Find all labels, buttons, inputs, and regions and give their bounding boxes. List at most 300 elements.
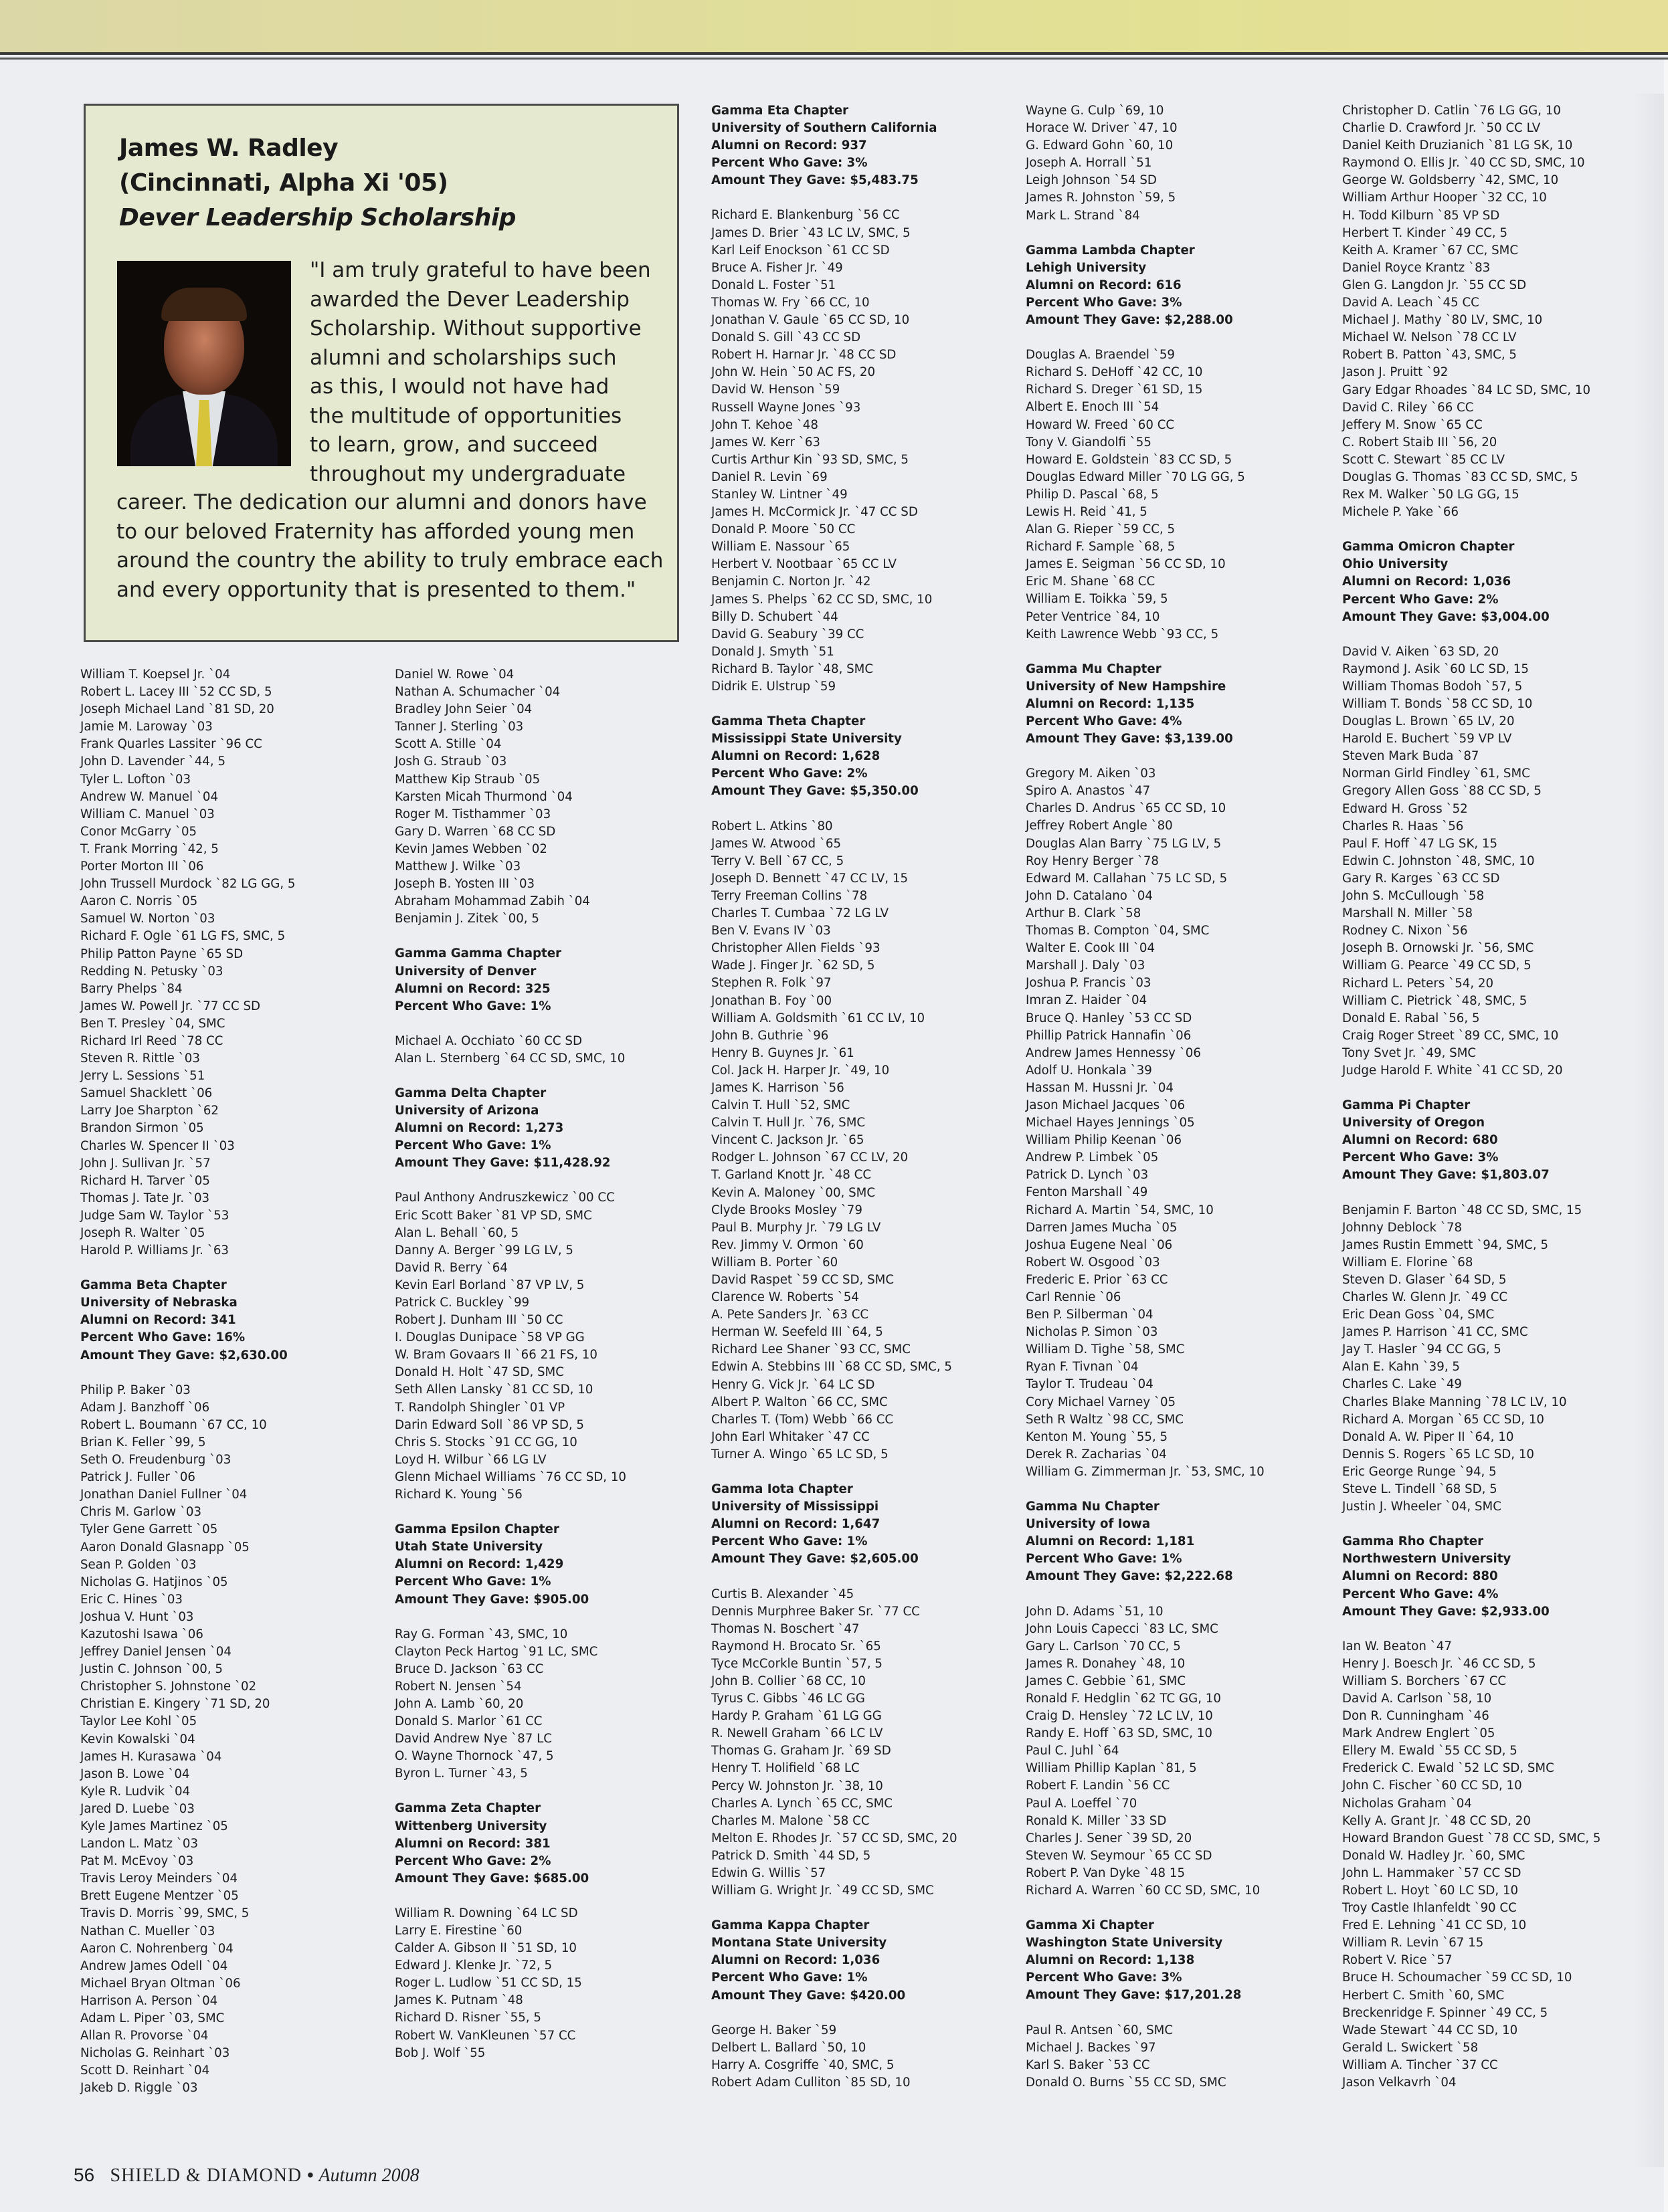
donor-name: Charles M. Malone `58 CC — [711, 1813, 870, 1828]
donor-name: Bruce H. Schoumacher `59 CC SD, 10 — [1342, 1971, 1572, 1985]
donor-name: Rodney C. Nixon `56 — [1342, 924, 1468, 938]
donor-name: John B. Guthrie `96 — [711, 1028, 829, 1043]
amount-gave: Amount They Gave: $17,201.28 — [1026, 1988, 1242, 2003]
donor-name: Nicholas G. Hatjinos `05 — [80, 1575, 228, 1589]
amount-gave: Amount They Gave: $1,803.07 — [1342, 1168, 1550, 1183]
donor-name: Gregory Allen Goss `88 CC SD, 5 — [1342, 784, 1542, 799]
donor-name: Andrew W. Manuel `04 — [80, 789, 219, 804]
donor-name: John W. Hein `50 AC FS, 20 — [711, 365, 876, 380]
donor-name: I. Douglas Dunipace `58 VP GG — [395, 1330, 585, 1345]
donor-name: Alan L. Behall `60, 5 — [395, 1225, 519, 1240]
donor-name: Christopher S. Johnstone `02 — [80, 1680, 257, 1694]
donor-name: Harry A. Cosgriffe `40, SMC, 5 — [711, 2057, 895, 2072]
donor-name: Charles R. Haas `56 — [1342, 819, 1464, 833]
donor-name: Frederic E. Prior `63 CC — [1026, 1272, 1168, 1287]
donor-name: O. Wayne Thornock `47, 5 — [395, 1749, 554, 1764]
chapter-name: Gamma Rho Chapter — [1342, 1534, 1484, 1549]
donor-name: James C. Gebbie `61, SMC — [1026, 1674, 1186, 1688]
donor-name: John D. Lavender `44, 5 — [80, 755, 226, 769]
donor-name: John Earl Whitaker `47 CC — [711, 1429, 870, 1444]
donor-name: Roy Henry Berger `78 — [1026, 853, 1159, 868]
donor-name: Robert J. Dunham III `50 CC — [395, 1313, 563, 1328]
donor-name: William G. Pearce `49 CC SD, 5 — [1342, 959, 1532, 973]
donor-name: Sean P. Golden `03 — [80, 1557, 197, 1572]
donor-name: Keith Lawrence Webb `93 CC, 5 — [1026, 627, 1219, 641]
donor-name: William Philip Keenan `06 — [1026, 1133, 1182, 1148]
donor-name: Hassan M. Hussni Jr. `04 — [1026, 1080, 1174, 1095]
donor-name: Randy E. Hoff `63 SD, SMC, 10 — [1026, 1726, 1212, 1741]
chapter-section — [395, 1521, 626, 1783]
donor-name: Robert H. Harnar Jr. `48 CC SD — [711, 348, 897, 363]
donor-name: Donald A. W. Piper II `64, 10 — [1342, 1429, 1514, 1444]
donor-name: Roger L. Ludlow `51 CC SD, 15 — [395, 1976, 582, 1991]
donor-name: Don R. Cunningham `46 — [1342, 1709, 1489, 1724]
donor-name: Judge Harold F. White `41 CC SD, 20 — [1342, 1063, 1563, 1078]
donor-name: Benjamin C. Norton Jr. `42 — [711, 575, 871, 589]
header-rule — [0, 52, 1668, 55]
donor-name: Richard A. Warren `60 CC SD, SMC, 10 — [1026, 1884, 1261, 1898]
donor-name: Marshall J. Daly `03 — [1026, 959, 1145, 973]
donor-column-5 — [1342, 102, 1601, 2092]
donor-name: Jakeb D. Riggle `03 — [80, 2081, 198, 2096]
donor-name: Steven W. Seymour `65 CC SD — [1026, 1848, 1212, 1863]
donor-name: Conor McGarry `05 — [80, 824, 197, 839]
donor-name: Troy Castle Ihlanfeldt `90 CC — [1342, 1901, 1517, 1916]
donor-name: Ben T. Presley `04, SMC — [80, 1016, 225, 1031]
quote-line: career. The dedication our alumni and donors have — [116, 490, 647, 514]
donor-name: Brian K. Feller `99, 5 — [80, 1435, 206, 1449]
chapter-name: Gamma Epsilon Chapter — [395, 1522, 559, 1537]
donor-name: Fenton Marshall `49 — [1026, 1185, 1148, 1200]
donor-name: Harold P. Williams Jr. `63 — [80, 1243, 229, 1258]
donor-name: Howard E. Goldstein `83 CC SD, 5 — [1026, 452, 1232, 467]
donor-name: Joseph Michael Land `81 SD, 20 — [80, 702, 274, 717]
donor-name: Imran Z. Haider `04 — [1026, 993, 1147, 1008]
donor-name: Herman W. Seefeld III `64, 5 — [711, 1325, 883, 1340]
donor-name: Richard S. DeHoff `42 CC, 10 — [1026, 365, 1203, 380]
donor-name: Nicholas Graham `04 — [1342, 1796, 1472, 1811]
donor-name: Jay T. Hasler `94 CC GG, 5 — [1342, 1342, 1501, 1357]
donor-name: Aaron Donald Glasnapp `05 — [80, 1540, 250, 1554]
school-name: Ohio University — [1342, 557, 1449, 572]
block-gap — [1342, 521, 1601, 538]
percent-gave: Percent Who Gave: 3% — [1342, 1150, 1499, 1165]
donor-name: James H. McCormick Jr. `47 CC SD — [711, 505, 918, 520]
donor-name: Douglas Edward Miller `70 LG GG, 5 — [1026, 470, 1245, 484]
donor-name: John Louis Capecci `83 LC, SMC — [1026, 1621, 1218, 1636]
donor-name: Chris S. Stocks `91 CC GG, 10 — [395, 1435, 577, 1449]
donor-name: Stanley W. Lintner `49 — [711, 487, 848, 502]
scholarship-feature-box — [84, 104, 679, 642]
donor-name: James K. Harrison `56 — [711, 1080, 844, 1095]
donor-name: T. Randolph Shingler `01 VP — [395, 1400, 565, 1415]
donor-name: Tyrus C. Gibbs `46 LC GG — [711, 1692, 865, 1706]
donor-name: David A. Leach `45 CC — [1342, 296, 1479, 310]
donor-name: William G. Wright Jr. `49 CC SD, SMC — [711, 1884, 934, 1898]
donor-name: Richard E. Blankenburg `56 CC — [711, 208, 900, 223]
chapter-name: Gamma Eta Chapter — [711, 104, 849, 118]
recipient-name: James W. Radley — [119, 134, 339, 162]
donor-name: Phillip Patrick Hannafin `06 — [1026, 1028, 1192, 1043]
school-name: University of Arizona — [395, 1104, 539, 1118]
chapter-section — [711, 1481, 957, 1900]
donor-name: Joseph R. Walter `05 — [80, 1226, 205, 1240]
donor-name: T. Frank Morring `42, 5 — [80, 841, 219, 856]
donor-name: William E. Nassour `65 — [711, 540, 850, 555]
donor-name: James E. Seigman `56 CC SD, 10 — [1026, 557, 1226, 572]
donor-name: Kenton M. Young `55, 5 — [1026, 1429, 1168, 1444]
donor-name: Jason Michael Jacques `06 — [1026, 1098, 1186, 1112]
block-gap — [1026, 1900, 1265, 1917]
percent-gave: Percent Who Gave: 1% — [395, 1138, 551, 1153]
donor-name: Bruce A. Fisher Jr. `49 — [711, 260, 843, 275]
donor-name: David C. Riley `66 CC — [1342, 400, 1474, 415]
amount-gave: Amount They Gave: $2,933.00 — [1342, 1604, 1550, 1619]
donor-name: Redding N. Petusky `03 — [80, 964, 223, 979]
quote-line: to our beloved Fraternity has afforded young men — [116, 519, 635, 544]
donor-name: Andrew P. Limbek `05 — [1026, 1150, 1159, 1165]
donor-name: Craig D. Hensley `72 LC LV, 10 — [1026, 1709, 1213, 1724]
donor-name: Wade Stewart `44 CC SD, 10 — [1342, 2023, 1518, 2037]
donor-name: Brandon Sirmon `05 — [80, 1121, 204, 1136]
donor-name: Dennis Murphree Baker Sr. `77 CC — [711, 1604, 920, 1619]
chapter-name: Gamma Beta Chapter — [80, 1278, 227, 1293]
donor-name: Richard B. Taylor `48, SMC — [711, 662, 874, 676]
chapter-name: Gamma Nu Chapter — [1026, 1500, 1160, 1514]
donor-name: Benjamin F. Barton `48 CC SD, SMC, 15 — [1342, 1203, 1582, 1217]
donor-name: Mark L. Strand `84 — [1026, 208, 1140, 223]
donor-name: Herbert V. Nootbaar `65 CC LV — [711, 557, 897, 572]
donor-name: Joseph A. Horrall `51 — [1026, 156, 1152, 171]
donor-name: T. Garland Knott Jr. `48 CC — [711, 1168, 872, 1183]
alumni-count: Alumni on Record: 616 — [1026, 278, 1182, 292]
donor-name: Herbert C. Smith `60, SMC — [1342, 1988, 1505, 2003]
chapter-section — [80, 1277, 296, 2097]
donor-name: Kevin Earl Borland `87 VP LV, 5 — [395, 1278, 585, 1292]
donor-name: Robert W. VanKleunen `57 CC — [395, 2028, 576, 2043]
alumni-count: Alumni on Record: 1,429 — [395, 1557, 564, 1572]
donor-name: Richard D. Risner `55, 5 — [395, 2011, 541, 2025]
percent-gave: Percent Who Gave: 1% — [1026, 1552, 1182, 1567]
header-gap — [1342, 626, 1601, 643]
chapter-name: Gamma Xi Chapter — [1026, 1918, 1154, 1933]
quote-line: to learn, grow, and succeed — [310, 433, 598, 457]
percent-gave: Percent Who Gave: 3% — [1026, 295, 1182, 310]
donor-name: Carl Rennie `06 — [1026, 1290, 1121, 1304]
donor-name: Didrik E. Ulstrup `59 — [711, 680, 836, 694]
donor-name: Charles D. Andrus `65 CC SD, 10 — [1026, 801, 1226, 816]
donor-name: Seth R Waltz `98 CC, SMC — [1026, 1412, 1184, 1427]
donor-name: Darren James Mucha `05 — [1026, 1220, 1178, 1235]
quote-line: awarded the Dever Leadership — [310, 287, 630, 312]
header-gap — [711, 2005, 957, 2022]
donor-name: Steven Mark Buda `87 — [1342, 749, 1479, 764]
donor-name: Henry G. Vick Jr. `64 LC SD — [711, 1377, 875, 1392]
donor-name: Hardy P. Graham `61 LG GG — [711, 1709, 882, 1724]
donor-name: James R. Donahey `48, 10 — [1026, 1656, 1186, 1671]
donor-name: Arthur B. Clark `58 — [1026, 906, 1141, 920]
donor-name: Chris M. Garlow `03 — [80, 1505, 202, 1520]
donor-name: Robert P. Van Dyke `48 15 — [1026, 1866, 1186, 1880]
donor-name: Charlie D. Crawford Jr. `50 CC LV — [1342, 121, 1541, 136]
donor-name: Joshua Eugene Neal `06 — [1026, 1237, 1173, 1252]
chapter-section — [1026, 242, 1265, 643]
header-gap — [80, 1365, 296, 1382]
donor-name: Ryan F. Tivnan `04 — [1026, 1360, 1139, 1375]
percent-gave: Percent Who Gave: 1% — [395, 1575, 551, 1589]
donor-name: Barry Phelps `84 — [80, 981, 183, 996]
amount-gave: Amount They Gave: $685.00 — [395, 1871, 589, 1886]
donor-name: William A. Tincher `37 CC — [1342, 2057, 1498, 2072]
donor-name: Scott D. Reinhart `04 — [80, 2064, 210, 2078]
header-gap — [395, 1609, 626, 1626]
donor-name: Donald E. Rabal `56, 5 — [1342, 1011, 1480, 1025]
donor-name: Michele P. Yake `66 — [1342, 505, 1459, 520]
donor-name: Patrick D. Smith `44 SD, 5 — [711, 1848, 871, 1863]
recipient-affiliation: (Cincinnati, Alpha Xi '05) — [119, 169, 448, 197]
donor-name: Thomas N. Boschert `47 — [711, 1621, 860, 1636]
page-edge — [1664, 60, 1668, 2212]
donor-name: Ronald K. Miller `33 SD — [1026, 1813, 1167, 1828]
school-name: Wittenberg University — [395, 1819, 547, 1833]
chapter-section — [711, 713, 957, 1464]
donor-name: Brett Eugene Mentzer `05 — [80, 1889, 239, 1904]
donor-name: Benjamin J. Zitek `00, 5 — [395, 912, 539, 926]
donor-name: Travis D. Morris `99, SMC, 5 — [80, 1906, 250, 1921]
donor-name: Samuel W. Norton `03 — [80, 912, 215, 926]
donor-name: Michael Hayes Jennings `05 — [1026, 1116, 1195, 1130]
donor-name: Charles W. Spencer II `03 — [80, 1138, 235, 1153]
donor-list-continued — [80, 666, 296, 1260]
donor-name: Judge Sam W. Taylor `53 — [80, 1208, 229, 1223]
donor-name: Darin Edward Soll `86 VP SD, 5 — [395, 1417, 584, 1432]
donor-name: Patrick J. Fuller `06 — [80, 1470, 195, 1485]
donor-name: Henry J. Boesch Jr. `46 CC SD, 5 — [1342, 1656, 1536, 1671]
donor-name: Paul C. Juhl `64 — [1026, 1744, 1119, 1758]
donor-name: David A. Carlson `58, 10 — [1342, 1691, 1492, 1706]
donor-name: Jonathan V. Gaule `65 CC SD, 10 — [711, 313, 910, 328]
donor-name: Gary D. Warren `68 CC SD — [395, 824, 556, 839]
donor-name: Paul R. Antsen `60, SMC — [1026, 2023, 1174, 2037]
donor-name: Adolf U. Honkala `39 — [1026, 1063, 1152, 1078]
donor-name: Harold E. Buchert `59 VP LV — [1342, 732, 1512, 746]
donor-name: Byron L. Turner `43, 5 — [395, 1767, 528, 1781]
alumni-count: Alumni on Record: 1,628 — [711, 749, 881, 764]
donor-name: Steven D. Glaser `64 SD, 5 — [1342, 1272, 1507, 1287]
donor-name: Christopher D. Catlin `76 LG GG, 10 — [1342, 104, 1561, 118]
donor-column-2 — [395, 666, 626, 2062]
amount-gave: Amount They Gave: $420.00 — [711, 1988, 906, 2003]
donor-name: Daniel Royce Krantz `83 — [1342, 260, 1491, 275]
donor-name: Nathan C. Mueller `03 — [80, 1924, 215, 1938]
quote-text-full — [116, 488, 663, 605]
donor-name: Douglas L. Brown `65 LV, 20 — [1342, 714, 1515, 729]
chapter-name: Gamma Gamma Chapter — [395, 946, 562, 961]
donor-name: Harrison A. Person `04 — [80, 1993, 218, 2008]
donor-name: Keith A. Kramer `67 CC, SMC — [1342, 243, 1519, 258]
donor-name: Mark Andrew Englert `05 — [1342, 1726, 1495, 1741]
donor-name: Breckenridge F. Spinner `49 CC, 5 — [1342, 2005, 1548, 2020]
feature-heading — [119, 131, 516, 235]
donor-name: Seth Allen Lansky `81 CC SD, 10 — [395, 1383, 593, 1397]
quote-text-wrapped — [310, 256, 651, 489]
donor-name: Justin J. Wheeler `04, SMC — [1342, 1500, 1501, 1514]
donor-name: Charles Blake Manning `78 LC LV, 10 — [1342, 1395, 1567, 1409]
quote-line: Scholarship. Without supportive — [310, 316, 642, 340]
header-gap — [711, 801, 957, 818]
donor-name: Edward J. Klenke Jr. `72, 5 — [395, 1958, 553, 1973]
donor-name: Jonathan B. Foy `00 — [711, 993, 832, 1008]
page-footer — [74, 2165, 420, 2187]
page-bleed — [1633, 94, 1668, 2167]
donor-name: Donald S. Marlor `61 CC — [395, 1714, 543, 1729]
donor-name: Craig Roger Street `89 CC, SMC, 10 — [1342, 1028, 1559, 1043]
donor-name: Wayne G. Culp `69, 10 — [1026, 104, 1164, 118]
donor-name: Tony V. Giandolfi `55 — [1026, 435, 1151, 449]
block-gap — [395, 1783, 626, 1800]
donor-name: Michael J. Backes `97 — [1026, 2040, 1156, 2055]
donor-name: William D. Tighe `58, SMC — [1026, 1342, 1185, 1357]
block-gap — [80, 1260, 296, 1277]
donor-name: Dennis S. Rogers `65 LC SD, 10 — [1342, 1447, 1534, 1462]
donor-name: Robert L. Atkins `80 — [711, 819, 833, 833]
donor-name: Tanner J. Sterling `03 — [395, 720, 524, 734]
donor-name: Clayton Peck Hartog `91 LC, SMC — [395, 1644, 598, 1659]
donor-name: David G. Seabury `39 CC — [711, 627, 864, 641]
donor-name: Terry Freeman Collins `78 — [711, 888, 868, 903]
donor-name: Adam J. Banzhoff `06 — [80, 1400, 210, 1415]
donor-name: Landon L. Matz `03 — [80, 1837, 199, 1851]
donor-name: David V. Aiken `63 SD, 20 — [1342, 644, 1499, 659]
donor-name: Matthew J. Wilke `03 — [395, 860, 521, 874]
block-gap — [395, 1068, 626, 1085]
school-name: Lehigh University — [1026, 260, 1147, 275]
donor-column-4 — [1026, 102, 1265, 2092]
chapter-section — [711, 1917, 957, 2092]
donor-name: Howard Brandon Guest `78 CC SD, SMC, 5 — [1342, 1831, 1601, 1845]
donor-name: Tony Svet Jr. `49, SMC — [1342, 1045, 1477, 1060]
quote-line: as this, I would not have had — [310, 375, 610, 399]
donor-name: Robert W. Osgood `03 — [1026, 1255, 1160, 1270]
donor-name: Ben P. Silberman `04 — [1026, 1308, 1153, 1322]
donor-name: Joseph D. Bennett `47 CC LV, 15 — [711, 871, 909, 886]
school-name: Utah State University — [395, 1540, 543, 1554]
donor-name: William C. Manuel `03 — [80, 807, 215, 821]
donor-name: Larry Joe Sharpton `62 — [80, 1104, 219, 1118]
percent-gave: Percent Who Gave: 4% — [1342, 1587, 1499, 1601]
donor-name: Charles T. (Tom) Webb `66 CC — [711, 1412, 894, 1427]
donor-name: Albert E. Enoch III `54 — [1026, 400, 1160, 415]
donor-name: Michael W. Nelson `78 CC LV — [1342, 330, 1517, 345]
amount-gave: Amount They Gave: $2,222.68 — [1026, 1569, 1233, 1584]
donor-name: Patrick D. Lynch `03 — [1026, 1168, 1149, 1183]
donor-list-continued — [1026, 102, 1265, 225]
chapter-name: Gamma Omicron Chapter — [1342, 540, 1515, 555]
donor-name: Glenn Michael Williams `76 CC SD, 10 — [395, 1470, 626, 1484]
donor-name: Allan R. Provorse `04 — [80, 2029, 209, 2043]
donor-name: Frank Quarles Lassiter `96 CC — [80, 737, 262, 752]
quote-line: throughout my undergraduate — [310, 462, 626, 486]
donor-name: Kevin A. Maloney `00, SMC — [711, 1185, 876, 1200]
photo-hair — [161, 288, 247, 321]
block-gap — [1342, 1080, 1601, 1097]
header-rule — [0, 58, 1668, 60]
donor-name: Taylor Lee Kohl `05 — [80, 1714, 197, 1729]
donor-name: Christian E. Kingery `71 SD, 20 — [80, 1697, 270, 1712]
donor-name: Edward M. Callahan `75 LC SD, 5 — [1026, 871, 1228, 886]
donor-name: John A. Lamb `60, 20 — [395, 1696, 524, 1711]
amount-gave: Amount They Gave: $2,288.00 — [1026, 313, 1233, 328]
donor-name: Kevin Kowalski `04 — [80, 1732, 195, 1746]
donor-name: John Trussell Murdock `82 LG GG, 5 — [80, 877, 296, 892]
donor-name: Horace W. Driver `47, 10 — [1026, 121, 1178, 136]
donor-name: William S. Borchers `67 CC — [1342, 1674, 1507, 1688]
donor-name: Jeffery M. Snow `65 CC — [1342, 417, 1483, 432]
amount-gave: Amount They Gave: $3,139.00 — [1026, 732, 1233, 746]
donor-name: Fred E. Lehning `41 CC SD, 10 — [1342, 1918, 1527, 1933]
percent-gave: Percent Who Gave: 1% — [711, 1971, 868, 1985]
donor-name: Melton E. Rhodes Jr. `57 CC SD, SMC, 20 — [711, 1831, 957, 1845]
donor-name: Eric C. Hines `03 — [80, 1592, 183, 1607]
donor-name: R. Newell Graham `66 LC LV — [711, 1726, 883, 1741]
donor-name: Calvin T. Hull Jr. `76, SMC — [711, 1116, 866, 1130]
donor-name: Peter Ventrice `84, 10 — [1026, 609, 1160, 624]
donor-name: Rev. Jimmy V. Ormon `60 — [711, 1237, 864, 1252]
donor-name: Gerald L. Swickert `58 — [1342, 2040, 1479, 2055]
donor-name: George W. Goldsberry `42, SMC, 10 — [1342, 173, 1559, 188]
donor-name: Richard A. Martin `54, SMC, 10 — [1026, 1203, 1214, 1217]
donor-name: Jeffrey Robert Angle `80 — [1026, 819, 1173, 833]
donor-name: Danny A. Berger `99 LG LV, 5 — [395, 1243, 573, 1258]
donor-name: Stephen R. Folk `97 — [711, 976, 832, 991]
amount-gave: Amount They Gave: $5,350.00 — [711, 784, 919, 799]
donor-name: Edwin G. Willis `57 — [711, 1866, 826, 1880]
donor-name: Roger M. Tisthammer `03 — [395, 807, 551, 821]
donor-name: Ronald F. Hedglin `62 TC GG, 10 — [1026, 1691, 1221, 1706]
donor-name: Russell Wayne Jones `93 — [711, 400, 861, 415]
donor-name: Daniel Keith Druzianich `81 LG SK, 10 — [1342, 138, 1573, 153]
donor-name: Derek R. Zacharias `04 — [1026, 1447, 1167, 1462]
percent-gave: Percent Who Gave: 16% — [80, 1330, 246, 1345]
donor-name: Richard H. Tarver `05 — [80, 1173, 210, 1188]
donor-name: John D. Catalano `04 — [1026, 888, 1153, 903]
donor-name: Henry B. Guynes Jr. `61 — [711, 1045, 854, 1060]
donor-name: Karsten Micah Thurmond `04 — [395, 789, 573, 804]
donor-name: James W. Atwood `65 — [711, 836, 842, 851]
donor-name: Philip P. Baker `03 — [80, 1383, 191, 1397]
donor-name: James D. Brier `43 LC LV, SMC, 5 — [711, 225, 911, 240]
donor-name: Jared D. Luebe `03 — [80, 1801, 195, 1816]
school-name: University of Oregon — [1342, 1116, 1485, 1130]
donor-name: Robert L. Lacey III `52 CC SD, 5 — [80, 685, 272, 700]
donor-name: Daniel W. Rowe `04 — [395, 668, 515, 682]
percent-gave: Percent Who Gave: 2% — [711, 767, 868, 781]
header-gap — [1342, 1185, 1601, 1202]
block-gap — [711, 1464, 957, 1481]
donor-name: William Phillip Kaplan `81, 5 — [1026, 1761, 1197, 1776]
donor-name: John T. Kehoe `48 — [711, 417, 818, 432]
donor-name: Richard K. Young `56 — [395, 1488, 523, 1502]
header-gap — [1342, 1621, 1601, 1638]
block-gap — [395, 1504, 626, 1521]
donor-name: Nicholas G. Reinhart `03 — [80, 2046, 230, 2061]
donor-name: Clarence W. Roberts `54 — [711, 1290, 859, 1305]
donor-name: Curtis B. Alexander `45 — [711, 1587, 854, 1601]
donor-name: Michael A. Occhiato `60 CC SD — [395, 1033, 582, 1048]
percent-gave: Percent Who Gave: 1% — [711, 1534, 868, 1549]
quote-line: and every opportunity that is presented to them." — [116, 577, 636, 602]
donor-name: Thomas W. Fry `66 CC, 10 — [711, 295, 870, 310]
